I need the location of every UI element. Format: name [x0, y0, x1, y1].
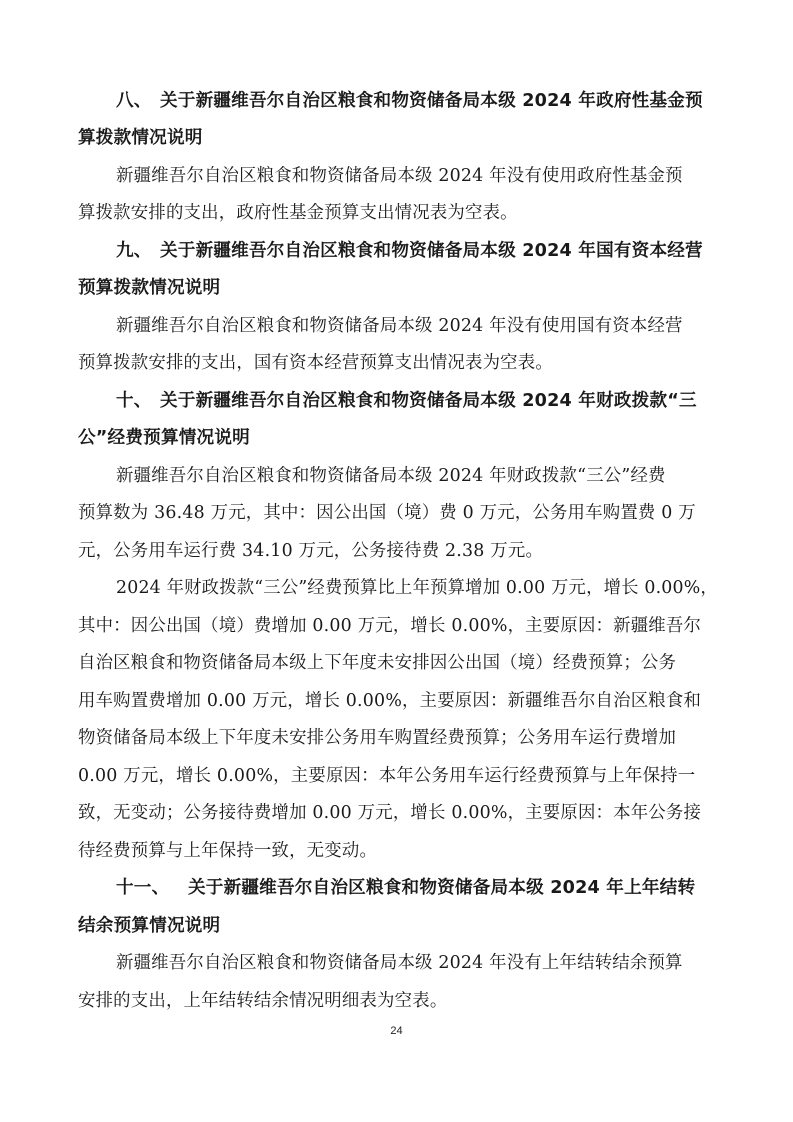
paragraph-line: 2024 年财政拨款“三公”经费预算比上年预算增加 0.00 万元，增长 0.00%， — [116, 578, 718, 598]
section-number: 八、 — [116, 91, 152, 111]
paragraph-line: 待经费预算与上年保持一致，无变动。 — [78, 841, 378, 861]
paragraph-line: 元，公务用车运行费 34.10 万元，公务接待费 2.38 万元。 — [78, 541, 544, 561]
section-title: 关于新疆维吾尔自治区粮食和物资储备局本级 2024 年国有资本经营 — [160, 241, 703, 261]
paragraph-line: 0.00 万元，增长 0.00%，主要原因：本年公务用车运行经费预算与上年保持一 — [78, 766, 696, 786]
section-title-continued: 预算拨款情况说明 — [78, 278, 221, 298]
section-heading — [78, 390, 697, 412]
paragraph-line: 新疆维吾尔自治区粮食和物资储备局本级 2024 年财政拨款“三公”经费 — [116, 466, 666, 486]
section-title: 关于新疆维吾尔自治区粮食和物资储备局本级 2024 年政府性基金预 — [160, 91, 703, 111]
section-heading — [78, 90, 703, 112]
page-number: 24 — [390, 1025, 403, 1037]
section-title-continued: 算拨款情况说明 — [78, 128, 203, 148]
paragraph-line: 新疆维吾尔自治区粮食和物资储备局本级 2024 年没有上年结转结余预算 — [116, 953, 683, 973]
section-heading — [78, 877, 695, 899]
section-number: 九、 — [116, 241, 152, 261]
paragraph-line: 物资储备局本级上下年度未安排公务用车购置经费预算；公务用车运行费增加 — [78, 728, 677, 748]
paragraph-line: 预算拨款安排的支出，国有资本经营预算支出情况表为空表。 — [78, 353, 553, 373]
paragraph-line: 新疆维吾尔自治区粮食和物资储备局本级 2024 年没有使用国有资本经营 — [116, 316, 683, 336]
section-title: 关于新疆维吾尔自治区粮食和物资储备局本级 2024 年上年结转 — [188, 878, 696, 898]
paragraph-line: 其中：因公出国（境）费增加 0.00 万元，增长 0.00%，主要原因：新疆维吾尔 — [78, 616, 702, 636]
paragraph-line: 自治区粮食和物资储备局本级上下年度未安排因公出国（境）经费预算；公务 — [78, 653, 677, 673]
section-title: 关于新疆维吾尔自治区粮食和物资储备局本级 2024 年财政拨款“三 — [160, 391, 697, 411]
paragraph-line: 算拨款安排的支出，政府性基金预算支出情况表为空表。 — [78, 203, 518, 223]
paragraph-line: 新疆维吾尔自治区粮食和物资储备局本级 2024 年没有使用政府性基金预 — [116, 166, 683, 186]
paragraph-line: 预算数为 36.48 万元，其中：因公出国（境）费 0 万元，公务用车购置费 0 万 — [78, 503, 696, 523]
section-title-continued: 结余预算情况说明 — [78, 916, 221, 936]
section-heading — [78, 240, 703, 262]
paragraph-line: 用车购置费增加 0.00 万元，增长 0.00%，主要原因：新疆维吾尔自治区粮食和 — [78, 691, 702, 711]
paragraph-line: 安排的支出，上年结转结余情况明细表为空表。 — [78, 991, 448, 1011]
paragraph-line: 致，无变动；公务接待费增加 0.00 万元，增长 0.00%，主要原因：本年公务接 — [78, 803, 702, 823]
section-number: 十一、 — [116, 878, 170, 898]
section-number: 十、 — [116, 391, 152, 411]
section-title-continued: 公”经费预算情况说明 — [78, 428, 250, 448]
